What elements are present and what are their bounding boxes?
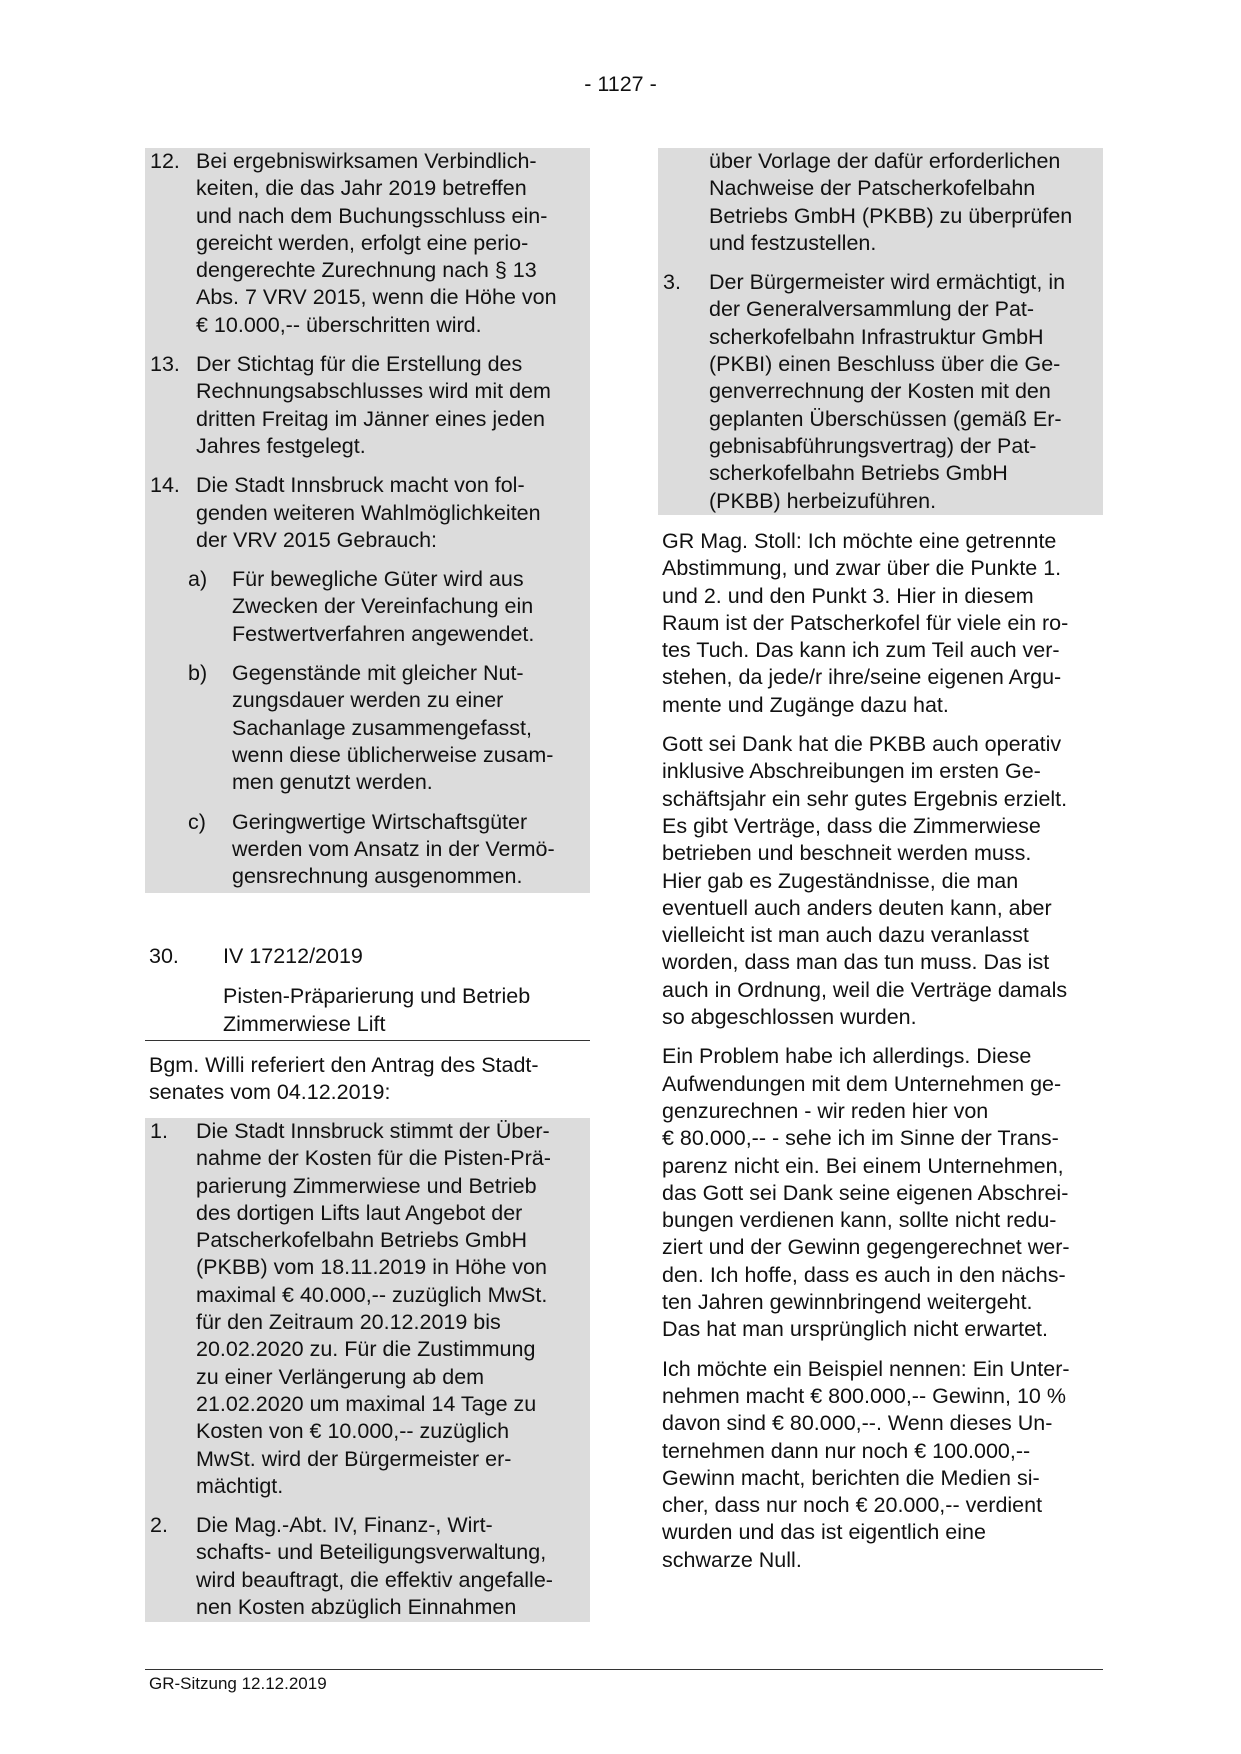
text-line: das Gott sei Dank seine eigenen Abschrei-: [662, 1180, 1069, 1205]
text-line: Das hat man ursprünglich nicht erwartet.: [662, 1317, 1048, 1342]
text-line: Sachanlage zusammengefasst,: [232, 715, 532, 740]
text-line: schwarze Null.: [662, 1547, 802, 1572]
text-line: mächtigt.: [196, 1473, 284, 1498]
text-line: schafts- und Beteiligungsverwaltung,: [196, 1540, 547, 1565]
text-line: Geringwertige Wirtschaftsgüter: [232, 809, 528, 834]
text-line: Bgm. Willi referiert den Antrag des Stadt-: [149, 1052, 539, 1077]
text-line: Festwertverfahren angewendet.: [232, 621, 535, 646]
text-line: Nachweise der Patscherkofelbahn: [709, 176, 1036, 201]
text-line: scherkofelbahn Betriebs GmbH: [709, 461, 1008, 486]
list-item: [145, 1118, 590, 1500]
list-item: [658, 148, 1103, 257]
text-line: dritten Freitag im Jänner eines jeden: [196, 406, 545, 431]
item-number: 2.: [150, 1513, 168, 1538]
text-line: Es gibt Verträge, dass die Zimmerwiese: [662, 813, 1041, 838]
text-line: und nach dem Buchungsschluss ein-: [196, 203, 548, 228]
text-line: (PKBI) einen Beschluss über die Ge-: [709, 352, 1061, 377]
text-line: parierung Zimmerwiese und Betrieb: [196, 1173, 537, 1198]
text-line: Kosten von € 10.000,-- zuzüglich: [196, 1419, 510, 1444]
footer: GR-Sitzung 12.12.2019: [149, 1674, 327, 1693]
list-item: [145, 351, 590, 460]
sub-item: [145, 566, 590, 648]
text-line: und 2. und den Punkt 3. Hier in diesem: [662, 583, 1034, 608]
text-line: worden, dass man das tun muss. Das ist: [662, 950, 1050, 975]
text-line: Der Bürgermeister wird ermächtigt, in: [709, 270, 1066, 295]
text-line: Zwecken der Vereinfachung ein: [232, 594, 534, 619]
text-line: Ich möchte ein Beispiel nennen: Ein Unter-: [662, 1356, 1070, 1381]
paragraph: [658, 731, 1103, 1031]
speech-text: [658, 528, 1103, 1586]
text-line: auch in Ordnung, weil die Verträge damals: [662, 977, 1068, 1002]
text-line: werden vom Ansatz in der Vermö-: [232, 836, 555, 861]
item-number: 1.: [150, 1119, 168, 1143]
text-line: Jahres festgelegt.: [196, 433, 366, 458]
item-number: 13.: [150, 352, 180, 377]
text-line: so abgeschlossen wurden.: [662, 1005, 917, 1030]
agenda-title: [145, 983, 590, 1038]
text-line: davon sind € 80.000,--. Wenn dieses Un-: [662, 1411, 1053, 1436]
agenda-reference: IV 17212/2019: [223, 944, 363, 968]
text-line: dengerechte Zurechnung nach § 13: [196, 258, 537, 283]
text-line: geplanten Überschüssen (gemäß Er-: [709, 406, 1062, 431]
text-line: GR Mag. Stoll: Ich möchte eine getrennte: [662, 529, 1057, 553]
text-line: für den Zeitraum 20.12.2019 bis: [196, 1310, 501, 1335]
text-line: Abstimmung, und zwar über die Punkte 1.: [662, 556, 1062, 581]
text-line: Bei ergebniswirksamen Verbindlich-: [196, 149, 537, 173]
text-line: inklusive Abschreibungen im ersten Ge-: [662, 759, 1041, 784]
paragraph: [658, 528, 1103, 719]
text-line: Für bewegliche Güter wird aus: [232, 567, 524, 592]
motion-list-continued: [658, 148, 1103, 515]
text-line: cher, dass nur noch € 20.000,-- verdient: [662, 1493, 1043, 1518]
text-line: Rechnungsabschlusses wird mit dem: [196, 379, 551, 404]
text-line: parenz nicht ein. Bei einem Unternehmen,: [662, 1153, 1064, 1178]
text-line: Betriebs GmbH (PKBB) zu überprüfen: [709, 203, 1073, 228]
text-line: über Vorlage der dafür erforderlichen: [709, 149, 1061, 173]
agenda-title-line: Pisten-Präparierung und Betrieb: [223, 984, 531, 1009]
text-line: betrieben und beschneit werden muss.: [662, 841, 1032, 866]
item-number: 3.: [663, 270, 681, 295]
text-line: senates vom 04.12.2019:: [149, 1080, 391, 1105]
text-line: der Generalversammlung der Pat-: [709, 297, 1035, 322]
text-line: Der Stichtag für die Erstellung des: [196, 352, 523, 377]
text-line: maximal € 40.000,-- zuzüglich MwSt.: [196, 1282, 548, 1307]
list-item: [145, 1512, 590, 1621]
text-line: schäftsjahr ein sehr gutes Ergebnis erzielt.: [662, 786, 1068, 811]
agenda-number: 30.: [149, 944, 179, 968]
text-line: € 10.000,-- überschritten wird.: [196, 312, 482, 337]
item-number: 12.: [150, 149, 180, 173]
resolution-list-continued: [145, 148, 590, 893]
text-line: mente und Zugänge dazu hat.: [662, 692, 949, 717]
text-line: der VRV 2015 Gebrauch:: [196, 527, 438, 552]
text-line: gereicht werden, erfolgt eine perio-: [196, 230, 529, 255]
list-item: [145, 148, 590, 339]
text-line: Ein Problem habe ich allerdings. Diese: [662, 1044, 1032, 1069]
text-line: Raum ist der Patscherkofel für viele ein ro-: [662, 610, 1069, 635]
text-line: Gott sei Dank hat die PKBB auch operativ: [662, 732, 1062, 757]
text-line: genverrechnung der Kosten mit den: [709, 379, 1051, 404]
sub-item: [145, 809, 590, 891]
list-item: [658, 269, 1103, 515]
agenda-title-line: Zimmerwiese Lift: [223, 1011, 386, 1036]
text-line: nahme der Kosten für die Pisten-Prä-: [196, 1146, 551, 1171]
text-line: nehmen macht € 800.000,-- Gewinn, 10 %: [662, 1383, 1066, 1408]
text-line: scherkofelbahn Infrastruktur GmbH: [709, 324, 1044, 349]
paragraph: [658, 1356, 1103, 1574]
text-line: ternehmen dann nur noch € 100.000,--: [662, 1438, 1031, 1463]
text-line: Gegenstände mit gleicher Nut-: [232, 661, 524, 686]
text-line: genden weiteren Wahlmöglichkeiten: [196, 500, 541, 525]
text-line: nen Kosten abzüglich Einnahmen: [196, 1595, 517, 1620]
text-line: (PKBB) herbeizuführen.: [709, 488, 937, 513]
text-line: des dortigen Lifts laut Angebot der: [196, 1200, 523, 1225]
text-line: keiten, die das Jahr 2019 betreffen: [196, 176, 527, 201]
list-item: [145, 472, 590, 554]
text-line: tes Tuch. Das kann ich zum Teil auch ver-: [662, 638, 1060, 663]
text-line: ziert und der Gewinn gegengerechnet wer-: [662, 1235, 1070, 1260]
text-line: wurden und das ist eigentlich eine: [662, 1520, 986, 1545]
paragraph: [658, 1043, 1103, 1343]
text-line: zungsdauer werden zu einer: [232, 688, 504, 713]
text-line: wenn diese üblicherweise zusam-: [232, 742, 554, 767]
sub-item-letter: b): [188, 661, 208, 686]
text-line: stehen, da jede/r ihre/seine eigenen Argu-: [662, 665, 1062, 690]
text-line: ten Jahren gewinnbringend weitergeht.: [662, 1290, 1033, 1315]
text-line: gebnisabführungsvertrag) der Pat-: [709, 433, 1037, 458]
text-line: Patscherkofelbahn Betriebs GmbH: [196, 1228, 528, 1253]
text-line: Die Stadt Innsbruck stimmt der Über-: [196, 1119, 550, 1143]
text-line: Abs. 7 VRV 2015, wenn die Höhe von: [196, 285, 557, 310]
text-line: zu einer Verlängerung ab dem: [196, 1364, 485, 1389]
text-line: Aufwendungen mit dem Unternehmen ge-: [662, 1071, 1062, 1096]
text-line: vielleicht ist man auch dazu veranlasst: [662, 923, 1029, 948]
text-line: € 80.000,-- - sehe ich im Sinne der Trans-: [662, 1126, 1059, 1151]
text-line: Die Mag.-Abt. IV, Finanz-, Wirt-: [196, 1513, 493, 1538]
text-line: Gewinn macht, berichten die Medien si-: [662, 1465, 1040, 1490]
sub-item-letter: a): [188, 567, 208, 592]
intro-text: [145, 1052, 590, 1107]
text-line: 20.02.2020 zu. Für die Zustimmung: [196, 1337, 536, 1362]
text-line: gensrechnung ausgenommen.: [232, 864, 523, 889]
text-line: 21.02.2020 um maximal 14 Tage zu: [196, 1391, 537, 1416]
text-line: MwSt. wird der Bürgermeister er-: [196, 1446, 512, 1471]
text-line: (PKBB) vom 18.11.2019 in Höhe von: [196, 1255, 547, 1280]
text-line: Die Stadt Innsbruck macht von fol-: [196, 473, 525, 498]
text-line: men genutzt werden.: [232, 770, 433, 795]
text-line: genzurechnen - wir reden hier von: [662, 1098, 989, 1123]
text-line: Hier gab es Zugeständnisse, die man: [662, 868, 1019, 893]
text-line: den. Ich hoffe, dass es auch in den nächs-: [662, 1262, 1066, 1287]
text-line: wird beauftragt, die effektiv angefalle-: [196, 1567, 553, 1592]
sub-item-letter: c): [188, 809, 206, 834]
text-line: und festzustellen.: [709, 230, 877, 255]
agenda-item: [145, 943, 590, 1118]
sub-item: [145, 660, 590, 796]
page-number: - 1127 -: [584, 72, 657, 96]
text-line: bungen verdienen kann, sollte nicht redu-: [662, 1208, 1057, 1233]
motion-list: [145, 1118, 590, 1622]
footer-divider: [145, 1669, 1103, 1670]
item-number: 14.: [150, 473, 180, 498]
divider: [145, 1040, 590, 1041]
text-line: eventuell auch anders deuten kann, aber: [662, 895, 1052, 920]
